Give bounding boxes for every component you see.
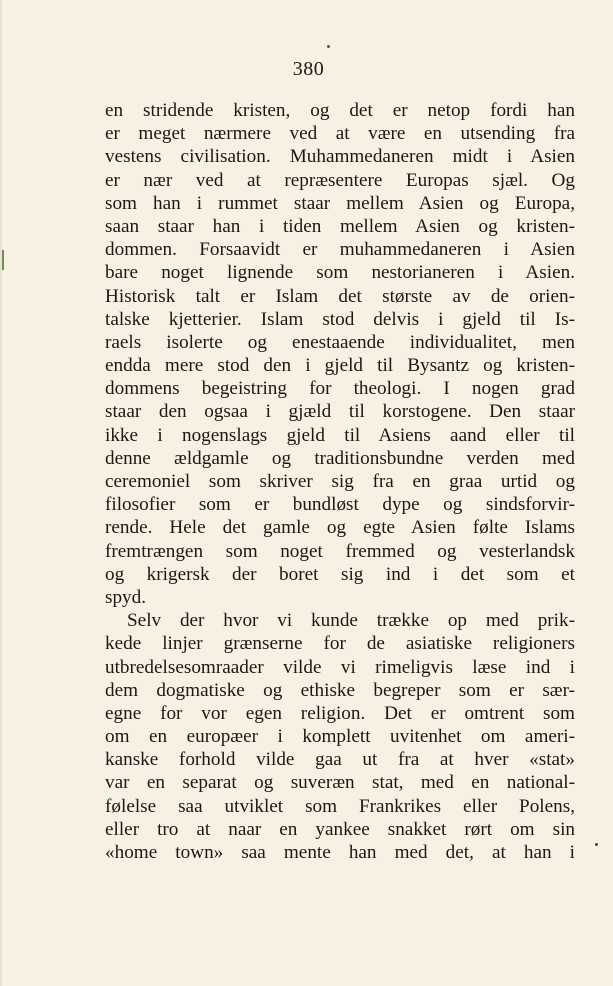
- text-line: talske kjetterier. Islam stod delvis i gjeld til Is-: [105, 308, 575, 330]
- text-line: denne ældgamle og traditionsbundne verden med: [105, 447, 575, 469]
- text-line: staar den ogsaa i gjæld til korstogene. Den staar: [105, 401, 575, 423]
- text-line: dommen. Forsaavidt er muhammedaneren i Asien: [105, 239, 575, 261]
- text-line: «home town» saa mente han med det, at han i: [105, 842, 575, 863]
- text-line: ceremoniel som skriver sig fra en graa urtid og: [105, 471, 575, 492]
- text-line: bare noget lignende som nestorianeren i Asien.: [105, 262, 575, 284]
- text-line: spyd.: [105, 586, 147, 608]
- text-line: og krigersk der boret sig ind i det som et: [105, 563, 575, 585]
- text-line: om en europæer i komplett uvitenhet om ameri-: [105, 726, 575, 748]
- page-edge-mark: [2, 250, 4, 270]
- page-number: 380: [292, 58, 325, 80]
- text-line: dommens begeistring for theologi. I nogen grad: [105, 378, 575, 400]
- text-line: vestens civilisation. Muhammedaneren midt i Asien: [105, 146, 575, 168]
- text-line: som han i rummet staar mellem Asien og Europa,: [105, 192, 575, 214]
- text-line: utbredelsesomraader vilde vi rimeligvis læse ind i: [105, 656, 575, 678]
- text-line: er meget nærmere ved at være en utsending fra: [105, 123, 575, 145]
- text-line: kede linjer grænserne for de asiatiske religioners: [105, 633, 575, 655]
- text-line: kanske forhold vilde gaa ut fra at hver «stat»: [105, 749, 575, 771]
- text-line: eller tro at naar en yankee snakket rørt om sin: [105, 818, 575, 840]
- text-line: ikke i nogenslags gjeld til Asiens aand eller til: [105, 424, 575, 446]
- text-line: egne for vor egen religion. Det er omtrent som: [105, 702, 575, 724]
- text-line: følelse saa utviklet som Frankrikes eller Polens,: [105, 795, 575, 817]
- text-line: dem dogmatiske og ethiske begreper som er sær-: [105, 679, 575, 701]
- text-line: raels isolerte og enestaaende individualitet, men: [105, 331, 575, 353]
- text-line: Selv der hvor vi kunde trække op med prik-: [127, 610, 575, 632]
- ink-speck: [327, 45, 330, 48]
- text-line: filosofier som er bundløst dype og sindsforvir-: [105, 494, 575, 516]
- body-text: [105, 99, 575, 864]
- text-line: var en separat og suveræn stat, med en national-: [105, 772, 575, 794]
- text-line: en stridende kristen, og det er netop fordi han: [105, 100, 575, 121]
- text-line: saan staar han i tiden mellem Asien og kristen-: [105, 215, 575, 237]
- text-line: Historisk talt er Islam det største av de orien-: [105, 285, 575, 307]
- text-line: endda mere stod den i gjeld til Bysantz og kristen-: [105, 355, 575, 377]
- text-line: er nær ved at repræsentere Europas sjæl. Og: [105, 169, 575, 191]
- text-line: rende. Hele det gamle og egte Asien følte Islams: [105, 517, 575, 539]
- ink-speck: [595, 843, 598, 846]
- text-line: fremtrængen som noget fremmed og vesterlandsk: [105, 540, 575, 562]
